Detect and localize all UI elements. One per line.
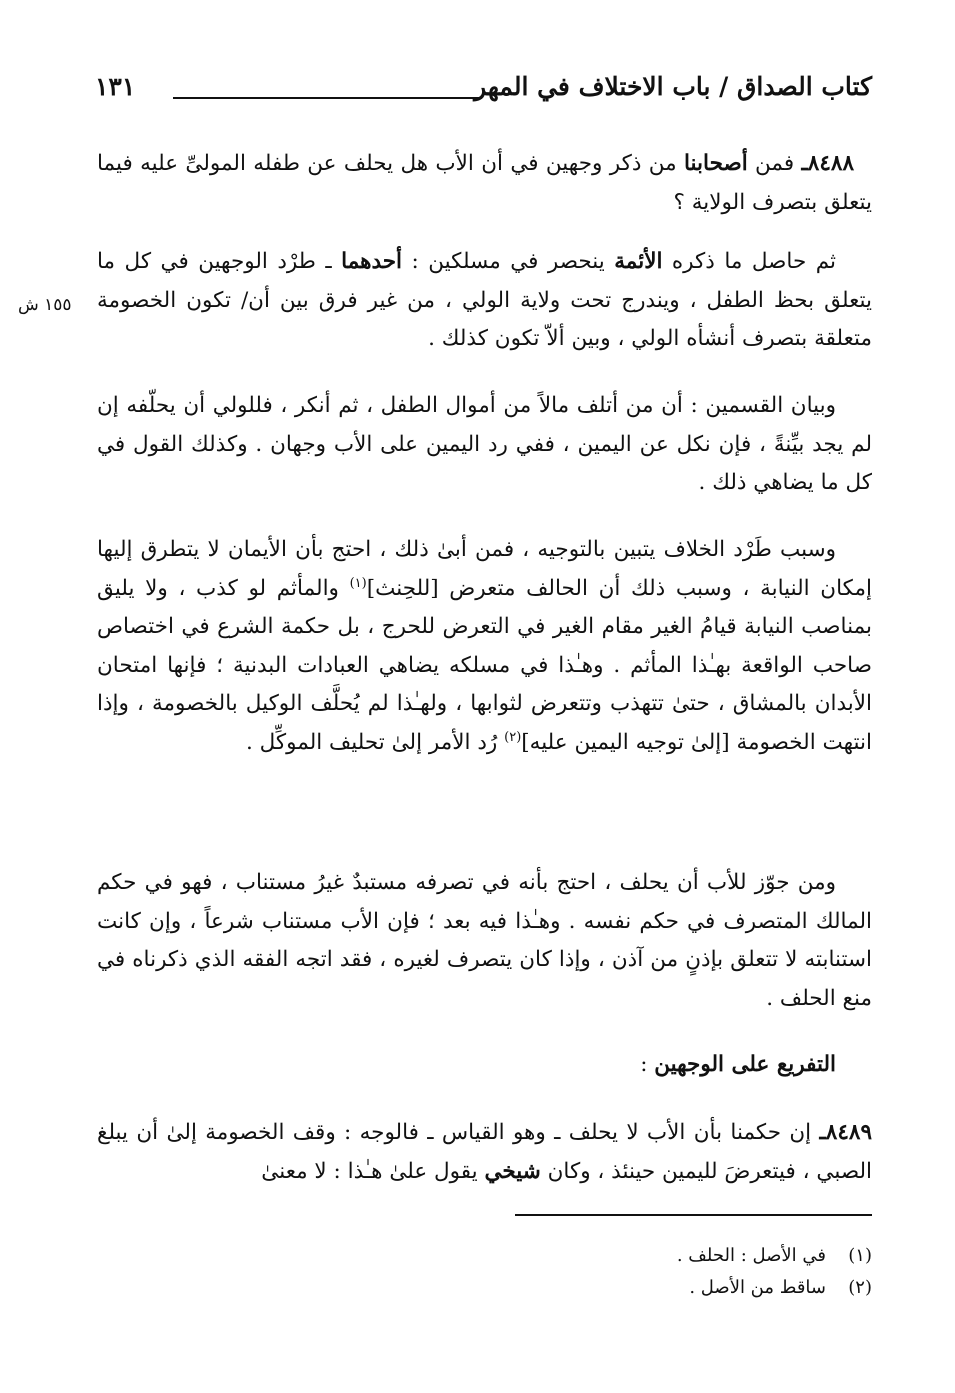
running-header: [95, 72, 872, 112]
bold-term: أصحابنا: [684, 151, 748, 176]
footnotes: [452, 1240, 872, 1304]
paragraph-8488: ٨٤٨٨ـ فمن أصحابنا من ذكر وجهين في أن الأب هل يحلف عن طفله المولىِّ عليه فيما يتعلق بتصرف الولاية ؟: [97, 151, 872, 215]
paragraph-number: ٨٤٨٩ـ: [819, 1120, 872, 1145]
bold-term: الأئمة: [614, 249, 663, 274]
footnote-ref-2[interactable]: (٢): [504, 729, 522, 745]
footnote-2: [452, 1272, 872, 1304]
header-rule: [173, 97, 482, 99]
paragraph-two-paths: ثم حاصل ما ذكره الأئمة ينحصر في مسلكين : أحدهما ـ طرْد الوجهين في كل ما يتعلق بحظ الطفل ، ويندرج تحت ولاية الولي ، من غير فرق بين أن/ تكون الخصومة متعلقة بتصرف أنشأه الولي ، وبين ألاّ تكون كذلك .: [97, 249, 872, 351]
footnote-ref-1[interactable]: (١): [349, 575, 367, 591]
paragraph-number: ٨٤٨٨ـ: [801, 151, 854, 176]
page-number: ١٣١: [95, 72, 136, 101]
paragraph-two-sections: وبيان القسمين : أن من أتلف مالاً من أموال الطفل ، ثم أنكر ، فللولي أن يحلّفه إن لم يجد بيِّنةً ، فإن نكل عن اليمين ، ففي رد اليمين على الأب وجهان . وكذلك القول في كل ما يضاهي ذلك .: [97, 393, 872, 495]
header-title: كتاب الصداق / باب الاختلاف في المهر: [474, 72, 872, 101]
footnote-text: ساقط من الأصل .: [689, 1277, 826, 1298]
heading-text: التفريع على الوجهين: [654, 1052, 836, 1077]
footnote-separator: [515, 1214, 872, 1216]
paragraph-8489: ٨٤٨٩ـ إن حكمنا بأن الأب لا يحلف ـ وهو القياس ـ فالوجه : وقف الخصومة إلىٰ أن يبلغ الصبي ، فيتعرضَ لليمين حينئذ ، وكان شيخي يقول علىٰ هـٰذا : لا معنىٰ: [97, 1120, 872, 1184]
bold-term: أحدهما: [341, 249, 403, 274]
paragraph-permission: ومن جوّز للأب أن يحلف ، احتج بأنه في تصرفه مستبدٌ غيرُ مستناب ، فهو في حكم المالك المتصرف في حكم نفسه . وهـٰذا فيه بعد ؛ فإن الأب مستناب شرعاً ، وإن كانت استنابته لا تتعلق بإذنٍ من آذن ، وإذا كان يتصرف لغيره ، فقد اتجه الفقه الذي ذكرناه في منع الحلف .: [97, 870, 872, 1011]
footnote-text: في الأصل : الحلف .: [676, 1245, 826, 1266]
margin-folio-note: ١٥٥ ش: [18, 295, 72, 315]
bold-term: شيخي: [484, 1158, 541, 1184]
footnote-number: (٢): [848, 1277, 872, 1298]
section-heading: التفريع على الوجهين :: [640, 1052, 836, 1077]
footnote-number: (١): [848, 1245, 872, 1266]
paragraph-reason: وسبب طَرْد الخلاف يتبين بالتوجيه ، فمن أبىٰ ذلك ، احتج بأن الأيمان لا يتطرق إليها إمكان النيابة ، وسبب ذلك أن الحالف متعرض [للحِنث]$^{(١)}$ والمأثم لو كذب ، ولا يليق بمناصب النيابة قيامُ الغير مقام الغير في التعرض للحرج ، بل حكمة الشرع في اختصاص صاحب الواقعة بهـٰذا المأثم . وهـٰذا في مسلكه يضاهي العبادات البدنية ؛ فإنها امتحان الأبدان بالمشاق ، حتىٰ تتهذب وتتعرض لثوابها ، ولهـٰذا لم يُحلَّف الوكيل بالخصومة ، وإذا انتهت الخصومة [إلىٰ توجيه اليمين عليه]$^{(٢)}$ رُد الأمر إلىٰ تحليف الموكِّل .: [97, 537, 872, 755]
footnote-1: [452, 1240, 872, 1272]
